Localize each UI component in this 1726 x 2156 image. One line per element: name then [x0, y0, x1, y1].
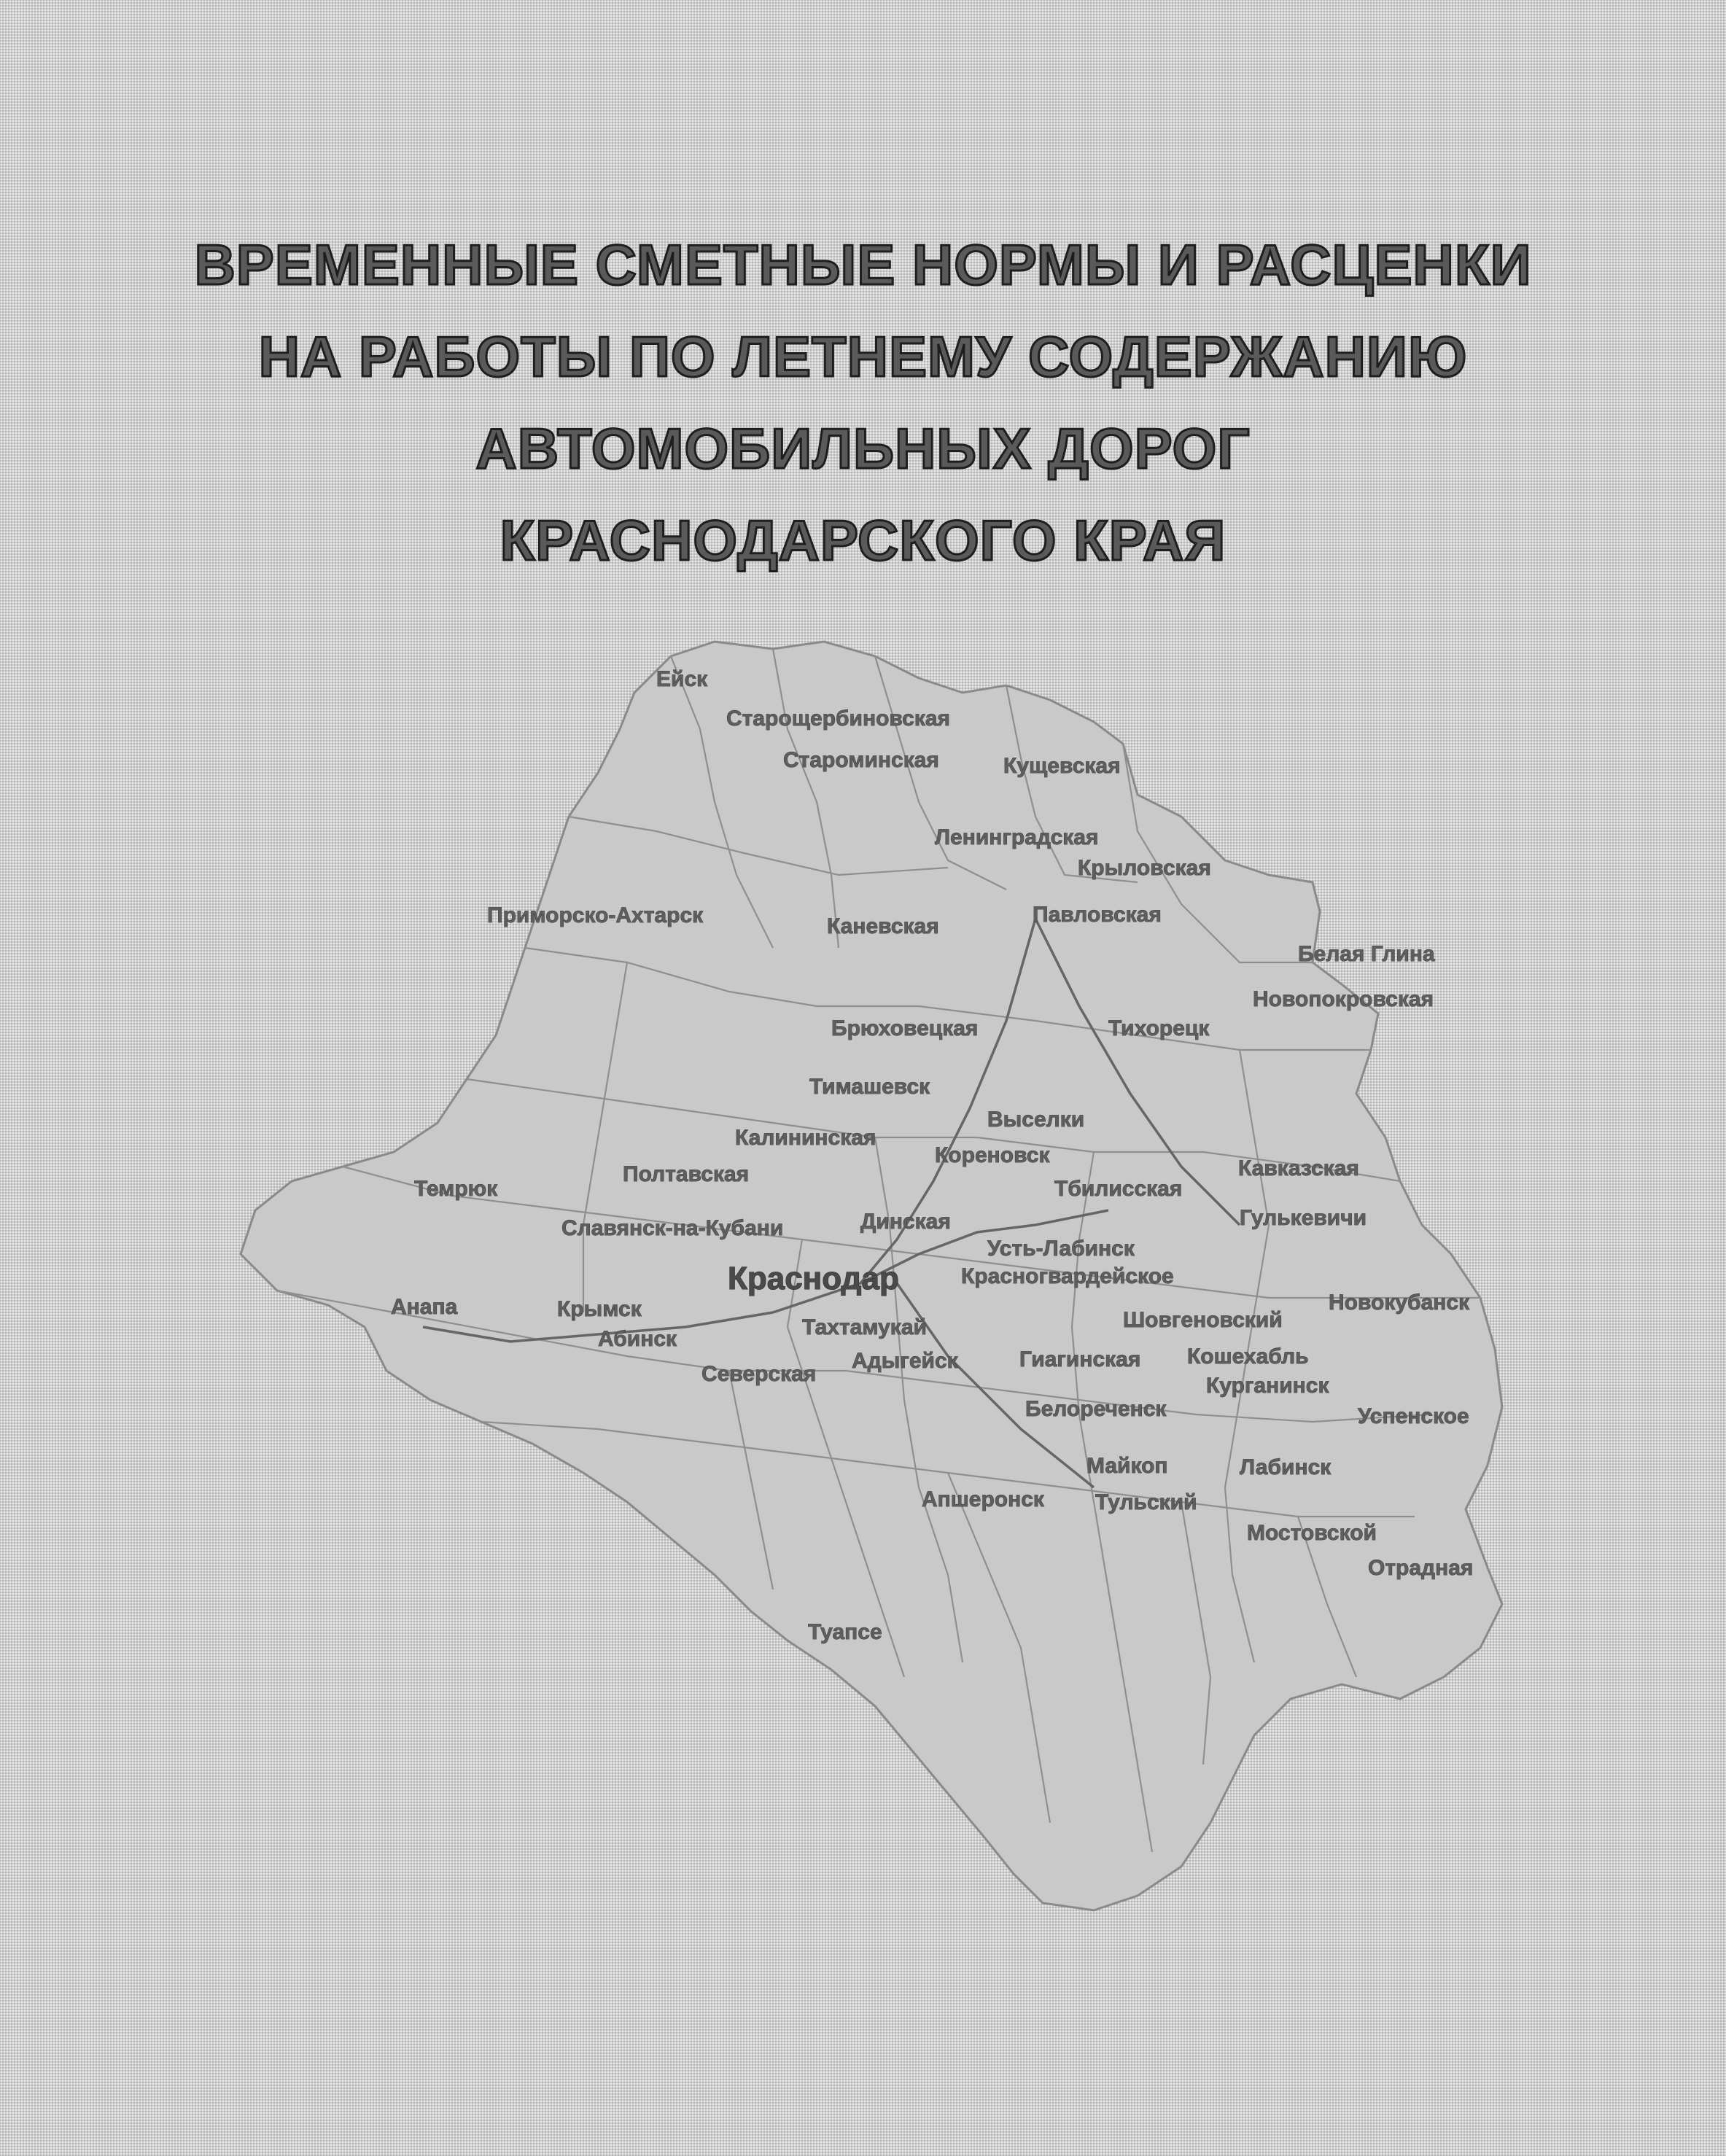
- place-label: Павловская: [1033, 903, 1162, 927]
- title-line-3: АВТОМОБИЛЬНЫХ ДОРОГ: [475, 416, 1251, 480]
- place-label: Анапа: [391, 1295, 458, 1319]
- place-label: Мостовской: [1247, 1521, 1377, 1545]
- place-label: Новопокровская: [1253, 987, 1434, 1011]
- place-label: Адыгейск: [852, 1349, 958, 1373]
- place-label: Крымск: [557, 1297, 642, 1321]
- place-label: Гулькевичи: [1240, 1206, 1367, 1230]
- place-label: Красногвардейское: [961, 1264, 1174, 1288]
- place-label: Приморско-Ахтарск: [487, 903, 704, 927]
- place-label: Белореченск: [1025, 1397, 1167, 1421]
- place-label: Лабинск: [1240, 1455, 1332, 1479]
- place-label: Калининская: [735, 1126, 876, 1150]
- place-label: Шовгеновский: [1123, 1308, 1283, 1332]
- place-label: Гиагинская: [1019, 1347, 1141, 1371]
- title-line-4: КРАСНОДАРСКОГО КРАЯ: [499, 508, 1227, 572]
- place-label: Новокубанск: [1329, 1291, 1470, 1315]
- place-label: Ленинградская: [935, 825, 1099, 849]
- place-label: Тбилисская: [1054, 1177, 1183, 1201]
- place-label: Брюховецкая: [831, 1016, 979, 1040]
- place-label: Старощербиновская: [726, 707, 951, 731]
- place-label: Белая Глина: [1298, 942, 1435, 966]
- place-label: Усть-Лабинск: [987, 1237, 1135, 1261]
- place-label: Отрадная: [1368, 1556, 1474, 1580]
- place-label: Северская: [701, 1362, 817, 1386]
- place-label: Крыловская: [1078, 856, 1211, 880]
- place-label: Тимашевск: [809, 1075, 930, 1099]
- place-label: Динская: [860, 1210, 951, 1234]
- place-label: Тихорецк: [1108, 1016, 1210, 1040]
- place-label: Староминская: [783, 748, 939, 772]
- place-label: Апшеронск: [922, 1487, 1044, 1511]
- place-label: Абинск: [598, 1327, 677, 1351]
- title-line-2: НА РАБОТЫ ПО ЛЕТНЕМУ СОДЕРЖАНИЮ: [258, 324, 1468, 389]
- place-label: Туапсе: [808, 1620, 882, 1644]
- place-label: Успенское: [1358, 1404, 1469, 1428]
- place-label: Кореновск: [935, 1143, 1050, 1167]
- place-label: Кавказская: [1238, 1156, 1359, 1180]
- place-label: Кошехабль: [1187, 1344, 1309, 1369]
- place-label: Тахтамукай: [802, 1315, 927, 1339]
- place-label: Темрюк: [414, 1177, 498, 1201]
- place-label: Курганинск: [1206, 1374, 1329, 1398]
- title-line-1: ВРЕМЕННЫЕ СМЕТНЫЕ НОРМЫ И РАСЦЕНКИ: [194, 233, 1532, 297]
- place-label: Ейск: [656, 667, 708, 691]
- place-label: Тульский: [1095, 1490, 1197, 1514]
- place-label: Выселки: [987, 1108, 1085, 1132]
- place-label: Майкоп: [1086, 1454, 1168, 1478]
- place-label: Славянск-на-Кубани: [561, 1216, 784, 1240]
- place-label: Полтавская: [623, 1162, 750, 1186]
- place-label-capital: Краснодар: [728, 1261, 899, 1296]
- place-label: Каневская: [827, 914, 939, 938]
- place-label: Кущевская: [1003, 754, 1121, 778]
